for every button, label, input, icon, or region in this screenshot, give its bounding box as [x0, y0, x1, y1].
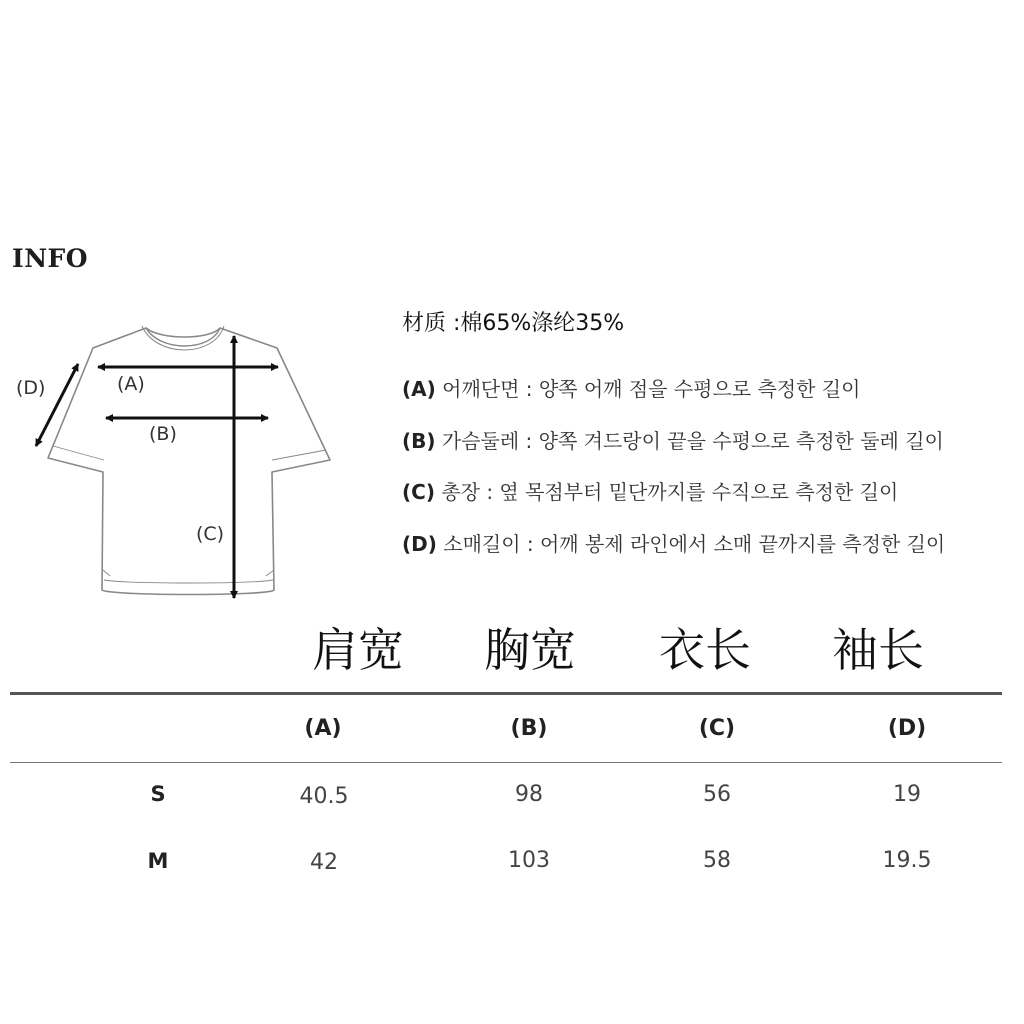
measurement-definitions: [402, 372, 945, 578]
table-cell: 56: [703, 782, 731, 807]
table-cell: 19: [893, 782, 921, 807]
label-a: (A): [117, 373, 145, 395]
table-cell: 40.5: [299, 784, 349, 809]
column-title-chest: 胸宽: [484, 623, 576, 677]
size-label-s: S: [150, 782, 166, 806]
column-code-d: (D): [887, 716, 927, 741]
size-label-m: M: [147, 849, 169, 873]
definition-b: (B) 가슴둘레 : 양쪽 겨드랑이 끝을 수평으로 측정한 둘레 길이: [402, 428, 944, 453]
tshirt-measurement-diagram: [0, 300, 360, 620]
label-c: (C): [196, 523, 225, 545]
label-d: (D): [16, 377, 46, 399]
table-header-rule: [10, 762, 1002, 763]
column-code-c: (C): [698, 716, 736, 741]
column-code-a: (A): [304, 716, 342, 741]
column-title-length: 衣长: [659, 623, 751, 677]
table-cell: 42: [310, 850, 338, 875]
definition-c: (C) 총장 : 옆 목점부터 밑단까지를 수직으로 측정한 길이: [402, 480, 899, 504]
column-title-shoulder: 肩宽: [312, 623, 404, 677]
definition-a: (A) 어깨단면 : 양쪽 어깨 점을 수평으로 측정한 길이: [402, 377, 861, 401]
label-b: (B): [149, 423, 177, 445]
definition-d: (D) 소매길이 : 어깨 봉제 라인에서 소매 끝까지를 측정한 길이: [402, 531, 946, 556]
material-composition: 材质 :棉65%涤纶35%: [402, 311, 625, 336]
column-code-b: (B): [510, 716, 548, 741]
table-cell: 58: [703, 848, 731, 873]
table-cell: 19.5: [882, 848, 932, 873]
info-title: INFO: [12, 244, 89, 273]
table-cell: 98: [515, 782, 543, 807]
column-title-sleeve: 袖长: [832, 623, 924, 677]
table-cell: 103: [508, 848, 550, 873]
table-top-rule: [10, 692, 1002, 695]
